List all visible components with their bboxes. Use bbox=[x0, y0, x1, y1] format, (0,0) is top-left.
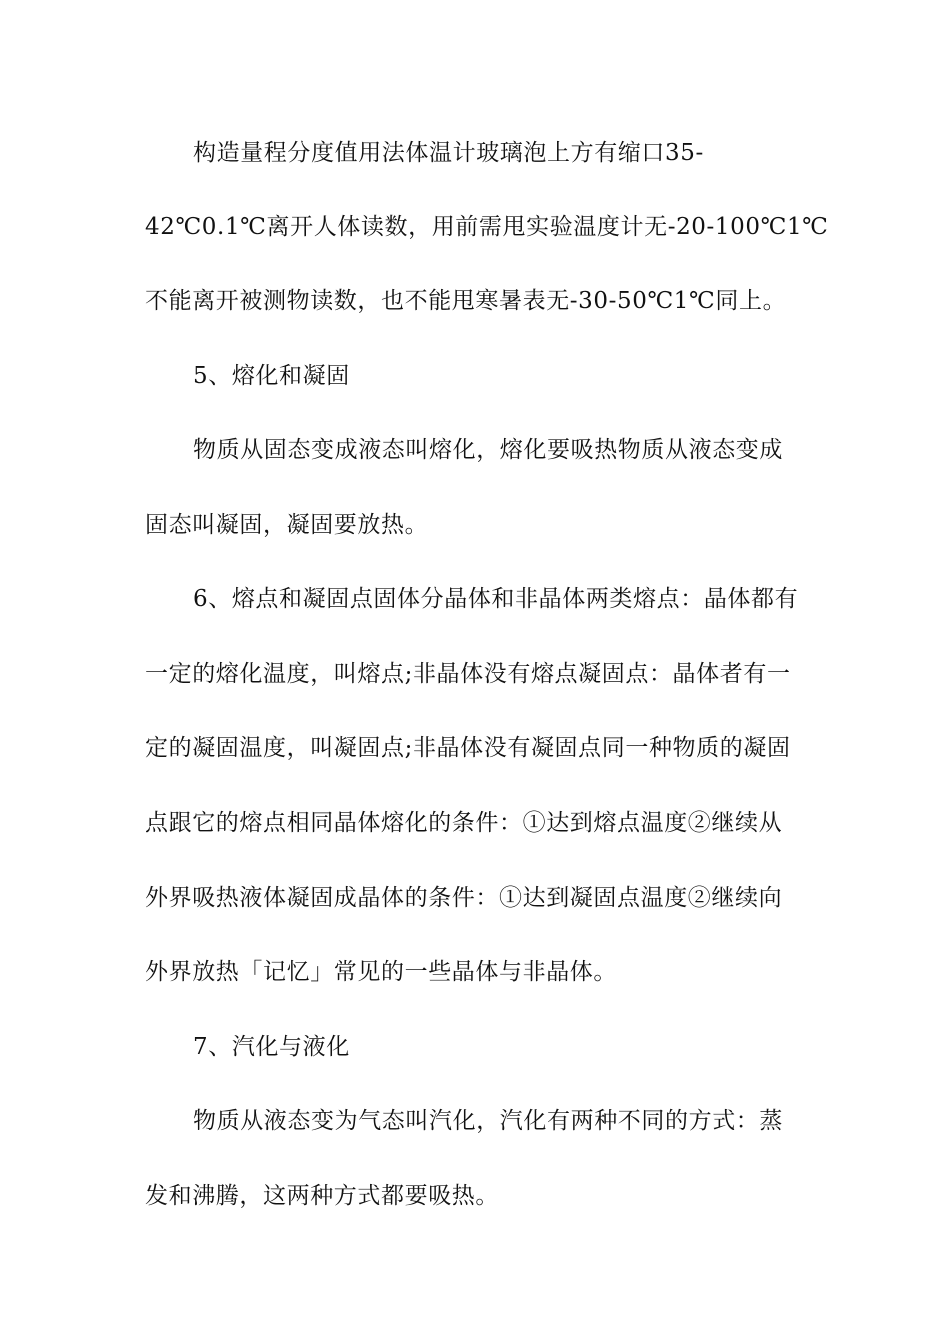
text-line: 外界吸热液体凝固成晶体的条件：①达到凝固点温度②继续向 bbox=[145, 885, 783, 911]
text-line: 外界放热「记忆」常见的一些晶体与非晶体。 bbox=[145, 959, 617, 985]
section-heading: 7、汽化与液化 bbox=[193, 1034, 350, 1060]
section-heading: 5、熔化和凝固 bbox=[193, 363, 350, 389]
text-line: 物质从固态变成液态叫熔化，熔化要吸热物质从液态变成 bbox=[193, 437, 783, 463]
text-line: 点跟它的熔点相同晶体熔化的条件：①达到熔点温度②继续从 bbox=[145, 810, 783, 836]
text-line: 物质从液态变为气态叫汽化，汽化有两种不同的方式：蒸 bbox=[193, 1108, 783, 1134]
text-line: 6、熔点和凝固点固体分晶体和非晶体两类熔点：晶体都有 bbox=[193, 586, 799, 612]
text-line: 发和沸腾，这两种方式都要吸热。 bbox=[145, 1183, 499, 1209]
text-line: 不能离开被测物读数，也不能甩寒暑表无-30-50℃1℃同上。 bbox=[145, 288, 787, 314]
text-line: 固态叫凝固，凝固要放热。 bbox=[145, 512, 429, 538]
text-line: 构造量程分度值用法体温计玻璃泡上方有缩口35- bbox=[193, 140, 704, 166]
text-line: 一定的熔化温度，叫熔点;非晶体没有熔点凝固点：晶体者有一 bbox=[145, 661, 791, 687]
text-line: 42℃0.1℃离开人体读数，用前需甩实验温度计无-20-100℃1℃ bbox=[145, 214, 829, 240]
text-line: 定的凝固温度，叫凝固点;非晶体没有凝固点同一种物质的凝固 bbox=[145, 735, 791, 761]
